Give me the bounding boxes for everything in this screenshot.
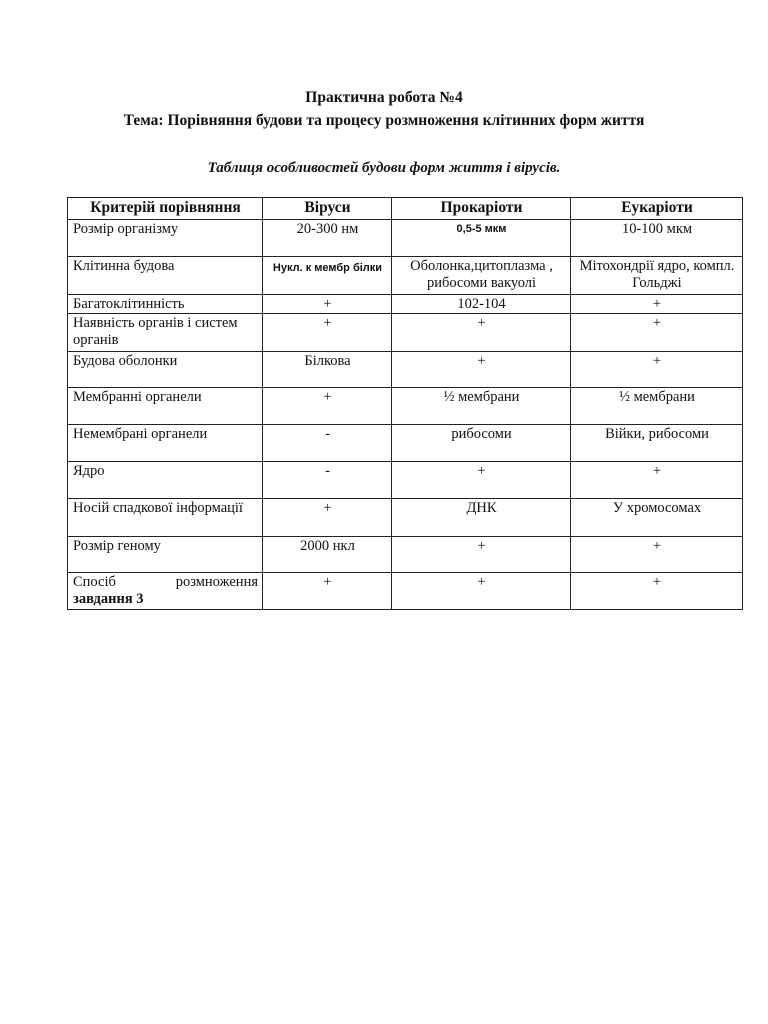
table-row — [68, 352, 743, 388]
table-row — [68, 314, 743, 352]
row-criterion: Будова оболонки — [68, 352, 263, 388]
cell-prokaryotes: + — [392, 352, 571, 388]
cell-prokaryotes: рибосоми — [392, 425, 571, 462]
cell-prokaryotes: ½ мембрани — [392, 388, 571, 425]
row-criterion: Ядро — [68, 462, 263, 499]
header-viruses: Віруси — [263, 198, 392, 220]
table-row — [68, 537, 743, 573]
cell-viruses: + — [263, 499, 392, 537]
cell-eukaryotes: У хромосомах — [571, 499, 743, 537]
table-row — [68, 462, 743, 499]
cell-viruses: + — [263, 388, 392, 425]
header-prokaryotes: Прокаріоти — [392, 198, 571, 220]
cell-viruses: Нукл. к мембр білки — [263, 257, 392, 295]
cell-eukaryotes: 10-100 мкм — [571, 220, 743, 257]
cell-eukaryotes: Мітохондрії ядро, компл. Гольджі — [571, 257, 743, 295]
cell-viruses: 2000 нкл — [263, 537, 392, 573]
row-criterion: Багатоклітинність — [68, 295, 263, 314]
table-row — [68, 388, 743, 425]
cell-prokaryotes: + — [392, 314, 571, 352]
row-criterion: Наявність органів і систем органів — [68, 314, 263, 352]
cell-viruses: + — [263, 314, 392, 352]
task-note: завдання 3 — [73, 591, 144, 607]
table-row — [68, 425, 743, 462]
cell-viruses: + — [263, 573, 392, 610]
table-row — [68, 295, 743, 314]
row-criterion: Клітинна будова — [68, 257, 263, 295]
row-criterion-text: Спосіб розмноження — [73, 574, 258, 590]
cell-prokaryotes: 0,5-5 мкм — [392, 220, 571, 257]
cell-viruses: 20-300 нм — [263, 220, 392, 257]
document-title: Практична робота №4 — [305, 89, 463, 106]
cell-prokaryotes: Оболонка,цитоплазма , рибосоми вакуолі — [392, 257, 571, 295]
header-eukaryotes: Еукаріоти — [571, 198, 743, 220]
table-row — [68, 257, 743, 295]
cell-viruses: + — [263, 295, 392, 314]
comparison-table — [67, 197, 743, 610]
cell-eukaryotes: + — [571, 314, 743, 352]
cell-prokaryotes: + — [392, 462, 571, 499]
table-header-row — [68, 198, 743, 220]
table-row — [68, 573, 743, 610]
cell-viruses: Білкова — [263, 352, 392, 388]
table-row — [68, 220, 743, 257]
row-criterion: Мембранні органели — [68, 388, 263, 425]
header-criterion: Критерій порівняння — [68, 198, 263, 220]
cell-eukaryotes: ½ мембрани — [571, 388, 743, 425]
cell-eukaryotes: + — [571, 352, 743, 388]
cell-eukaryotes: + — [571, 295, 743, 314]
table-row — [68, 499, 743, 537]
row-criterion: Розмір організму — [68, 220, 263, 257]
row-criterion: Носій спадкової інформації — [68, 499, 263, 537]
cell-eukaryotes: + — [571, 462, 743, 499]
cell-prokaryotes: + — [392, 573, 571, 610]
cell-eukaryotes: + — [571, 573, 743, 610]
cell-prokaryotes: ДНК — [392, 499, 571, 537]
cell-eukaryotes: + — [571, 537, 743, 573]
row-criterion: Немембрані органели — [68, 425, 263, 462]
table-caption: Таблиця особливостей будови форм життя і вірусів. — [207, 160, 561, 176]
cell-prokaryotes: + — [392, 537, 571, 573]
cell-viruses: - — [263, 462, 392, 499]
cell-prokaryotes: 102-104 — [392, 295, 571, 314]
document-topic: Тема: Порівняння будови та процесу розмноження клітинних форм життя — [123, 112, 645, 129]
cell-viruses: - — [263, 425, 392, 462]
row-criterion — [68, 573, 263, 610]
cell-eukaryotes: Війки, рибосоми — [571, 425, 743, 462]
row-criterion: Розмір геному — [68, 537, 263, 573]
